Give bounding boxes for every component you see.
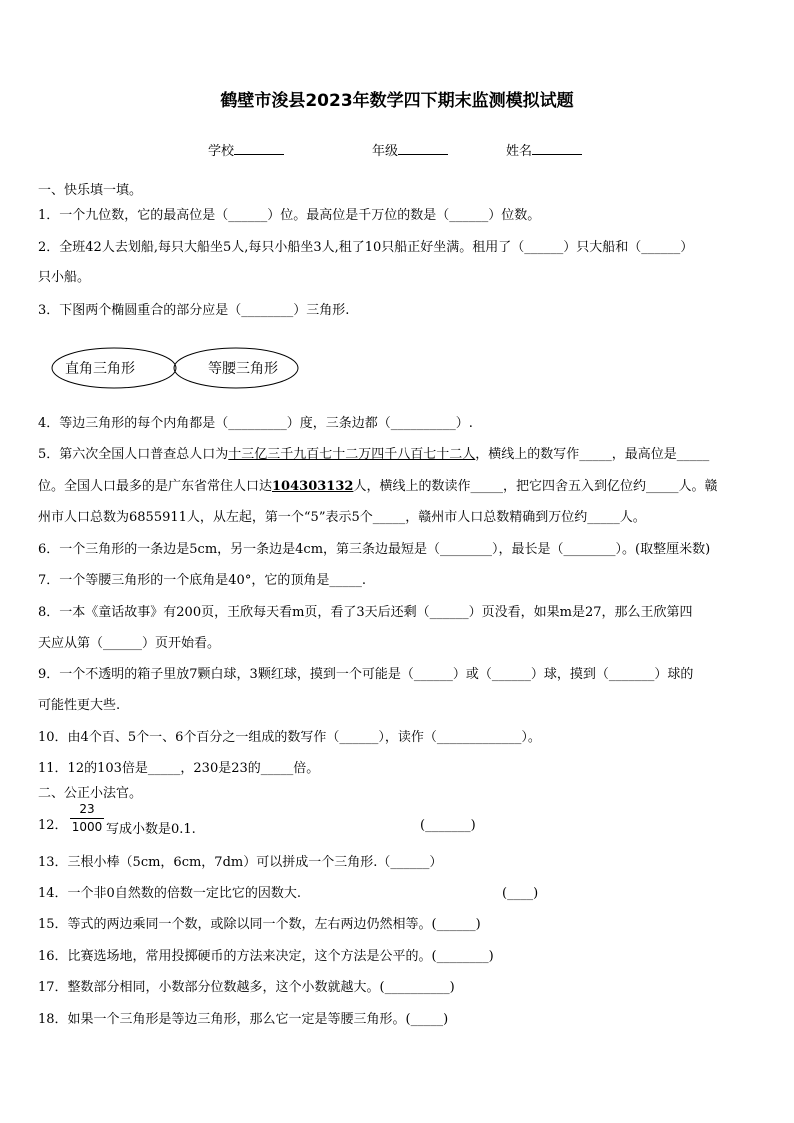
q5-text-b3: 人，横线上的数读作_____，把它四舍五入到亿位约_____人。赣 [353,479,718,494]
question-2-line-1: 2．全班42人去划船,每只大船坐5人,每只小船坐3人,租了10只船正好坐满。租用了（______）只大船和（______） [38,240,694,255]
question-11: 11．12的103倍是_____，230是23的_____倍。 [38,761,320,776]
page-title: 鹤壁市浚县2023年数学四下期末监测模拟试题 [220,91,574,111]
venn-right-label: 等腰三角形 [208,361,278,377]
venn-diagram [50,345,310,397]
school-blank [234,142,284,155]
question-2-line-2: 只小船。 [38,270,91,285]
section-heading-1: 一、快乐填一填。 [38,183,143,198]
name-label: 姓名 [506,144,533,159]
question-15: 15．等式的两边乘同一个数，或除以同一个数，左右两边仍然相等。(______) [38,917,481,932]
question-18: 18．如果一个三角形是等边三角形，那么它一定是等腰三角形。(_____) [38,1012,449,1027]
venn-left-label: 直角三角形 [65,361,135,377]
section-heading-2: 二、公正小法官。 [38,786,143,801]
name-field [506,140,582,159]
question-5-line-1 [38,447,709,463]
question-12-text: 写成小数是0.1. [106,822,196,837]
fraction-numerator: 23 [79,802,95,816]
question-6: 6．一个三角形的一条边是5cm，另一条边是4cm，第三条边最短是（________），最长是（________）。(取整厘米数) [38,542,711,557]
question-13: 13．三根小棒（5cm，6cm，7dm）可以拼成一个三角形.（______） [38,855,443,870]
q5-text-a3: ，横线上的数写作_____，最高位是_____ [475,447,710,462]
question-8-line-2: 天应从第（______）页开始看。 [38,636,221,651]
question-7: 7．一个等腰三角形的一个底角是40°，它的顶角是_____. [38,573,366,588]
question-3: 3．下图两个椭圆重合的部分应是（________）三角形. [38,303,350,318]
q5-underlined-number: 104303132 [272,479,354,494]
question-14: 14．一个非0自然数的倍数一定比它的因数大. [38,886,301,901]
q5-text-a1: 5．第六次全国人口普查总人口为 [38,447,229,462]
q5-text-b1: 位。全国人口最多的是广东省常住人口达 [38,479,273,494]
question-5-line-2 [38,479,717,495]
school-label: 学校 [208,144,235,159]
fraction-bar [70,818,104,819]
question-5-line-3: 州市人口总数为6855911人，从左起，第一个“5”表示5个_____，赣州市人口总数精确到万位约_____人。 [38,510,646,525]
question-16: 16．比赛选场地，常用投掷硬币的方法来决定，这个方法是公平的。(________) [38,949,494,964]
question-12-answer-blank: (_______) [420,818,476,833]
question-12-number: 12． [38,818,68,833]
question-17: 17．整数部分相同，小数部分位数越多，这个小数就越大。(__________) [38,980,455,995]
question-4: 4．等边三角形的每个内角都是（_________）度，三条边都（__________）. [38,416,473,431]
school-field [208,140,284,159]
question-8-line-1: 8．一本《童话故事》有200页，王欣每天看m页，看了3天后还剩（______）页没看，如果m是27，那么王欣第四 [38,605,693,620]
grade-label: 年级 [372,144,399,159]
q5-underlined-number-words: 十三亿三千九百七十二万四千八百七十二人 [228,447,476,462]
fraction [70,802,104,835]
grade-blank [398,142,448,155]
question-10: 10．由4个百、5个一、6个百分之一组成的数写作（______），读作（_____________）。 [38,730,541,745]
question-9-line-1: 9．一个不透明的箱子里放7颗白球，3颗红球，摸到一个可能是（______）或（______）球，摸到（_______）球的 [38,667,694,682]
question-1: 1．一个九位数，它的最高位是（______）位。最高位是千万位的数是（______）位数。 [38,208,541,223]
question-14-answer-blank: (____) [502,886,539,901]
fraction-denominator: 1000 [71,820,103,834]
question-9-line-2: 可能性更大些. [38,698,121,713]
name-blank [532,142,582,155]
grade-field [372,140,448,159]
